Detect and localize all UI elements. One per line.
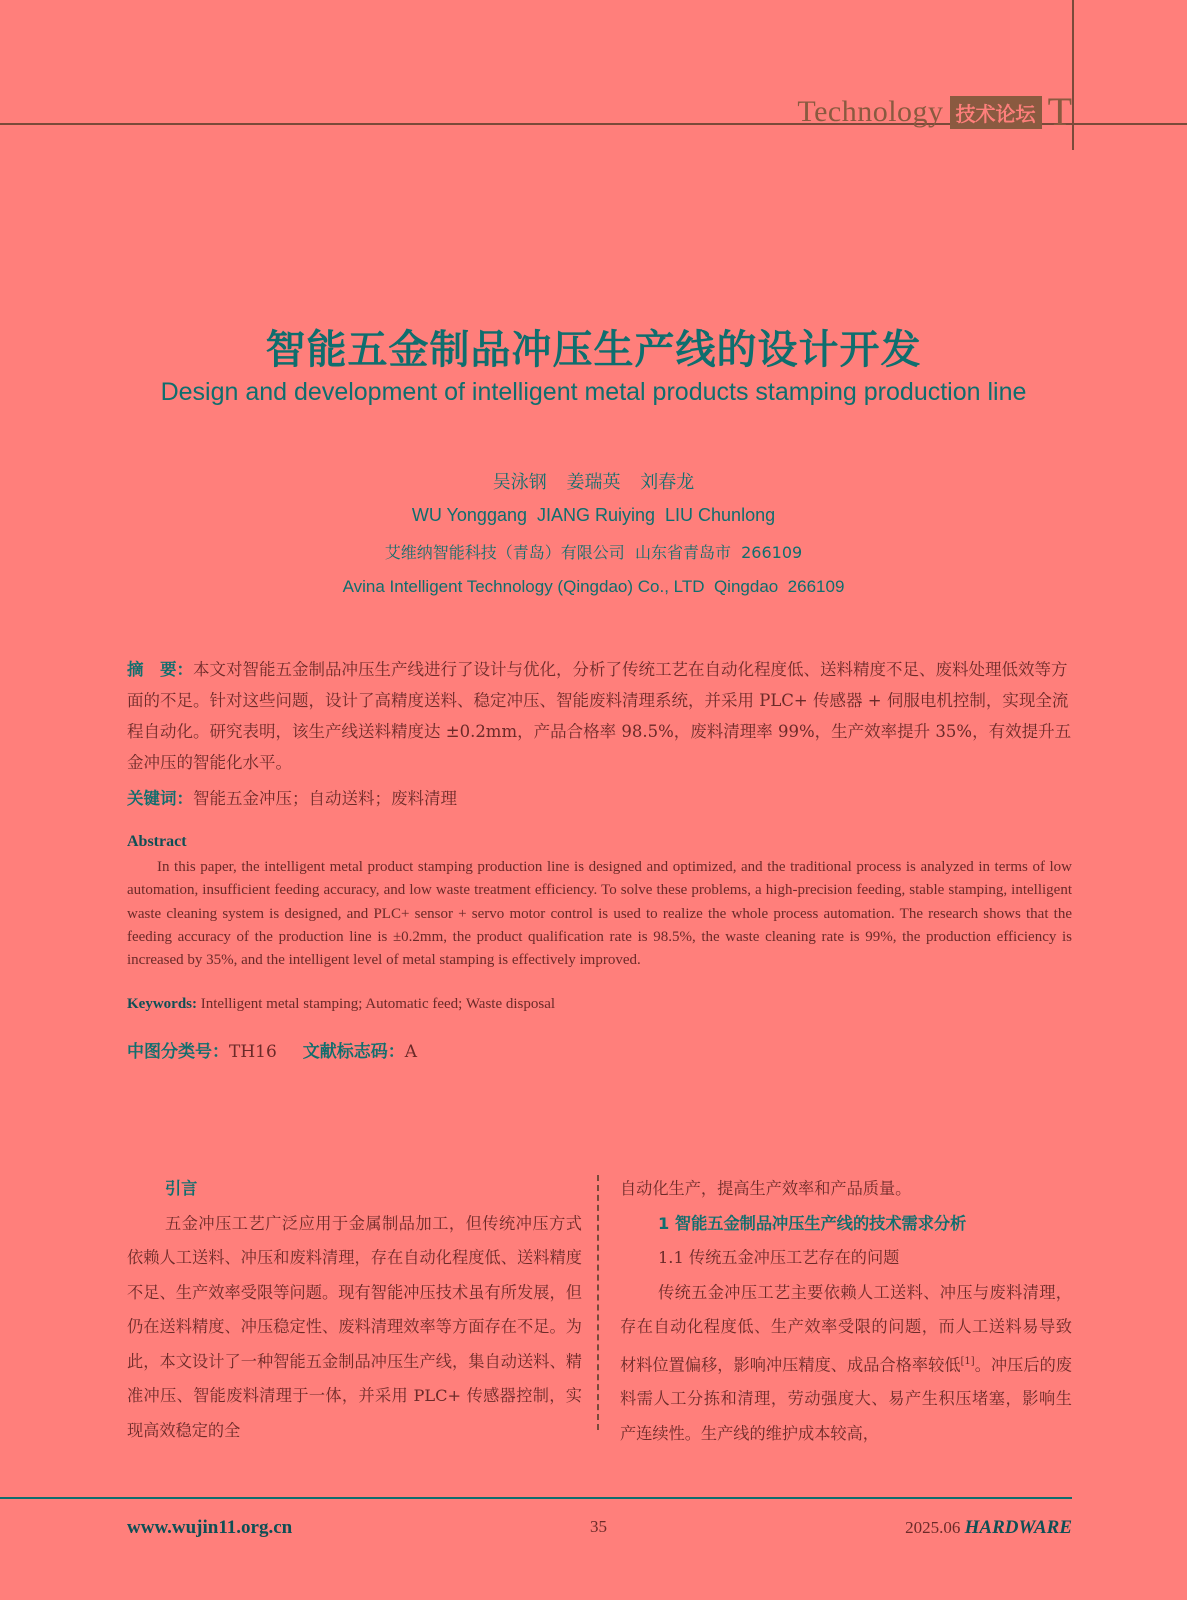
clc-label: 中图分类号： [127,1042,229,1062]
intro-paragraph: 五金冲压工艺广泛应用于金属制品加工，但传统冲压方式依赖人工送料、冲压和废料清理，存在自动化程度低、送料精度不足、生产效率受限等问题。现有智能冲压技术虽有所发展，但仍在送料精度、冲压稳定性、废料清理效率等方面存在不足。为此，本文设计了一种智能五金制品冲压生产线，集自动送料、精准冲压、智能废料清理于一体，并采用 PLC+ 传感器控制，实现高效稳定的全 [127,1213,582,1440]
section-1-1-paragraph [620,1276,1072,1452]
keywords-cn-label: 关键词： [127,789,193,808]
section-1-1-heading: 1.1 传统五金冲压工艺存在的问题 [658,1248,900,1267]
section-1-heading: 1 智能五金制品冲压生产线的技术需求分析 [658,1213,967,1233]
abstract-en-text: In this paper, the intelligent metal product stamping production line is designed and optimized, and the traditional process is analyzed in terms of low automation, insufficient feeding accuracy, and low waste treatment efficiency. To solve these problems, a high-precision feeding, stable stamping, intelligent waste cleaning system is designed, and PLC+ sensor + servo motor control is used to realize the whole process automation. The research shows that the feeding accuracy of the production line is ±0.2mm, the product qualification rate is 98.5%, the waste cleaning rate is 99%, the production efficiency is increased by 35%, and the intelligent level of metal stamping is effectively improved. [127,859,1072,969]
footer-url[interactable]: www.wujin11.org.cn [127,1517,293,1538]
abstract-en-label: Abstract [127,833,187,850]
keywords-en-text: Intelligent metal stamping; Automatic feed; Waste disposal [200,996,556,1012]
section-header [797,89,1072,134]
body-left-column [127,1172,582,1448]
page-number: 35 [590,1517,607,1536]
authors-cn: 吴泳钢 姜瑞英 刘春龙 [492,472,695,493]
doc-code-value: A [404,1042,418,1062]
classification [127,1037,417,1062]
section-1-1-text-b: 。冲压后的废料需人工分拣和清理，劳动强度大、易产生积压堵塞，影响生产连续性。生产线的维护成本较高， [620,1354,1072,1443]
citation-ref[interactable]: [1] [960,1355,975,1367]
intro-heading: 引言 [165,1179,198,1198]
section-label-en: Technology [797,95,944,128]
column-divider [597,1175,599,1430]
abstract-cn-text: 本文对智能五金制品冲压生产线进行了设计与优化，分析了传统工艺在自动化程度低、送料精度不足、废料处理低效等方面的不足。针对这些问题，设计了高精度送料、稳定冲压、智能废料清理系统，并采用 PLC+ 传感器 + 伺服电机控制，实现全流程自动化。研究表明，该生产线送料精度达 ±0.2mm，产品合格率 98.5%，废料清理率 99%，生产效率提升 35%，有效提升五金冲压的智能化水平。 [127,660,1072,772]
keywords-cn-text: 智能五金冲压；自动送料；废料清理 [193,789,457,808]
doc-code-label: 文献标志码： [302,1042,405,1062]
clc-value: TH16 [229,1042,277,1062]
authors-en: WU Yonggang JIANG Ruiying LIU Chunlong [411,505,776,525]
body-right-column [620,1172,1072,1451]
section-1-1-text-a: 传统五金冲压工艺主要依赖人工送料、冲压与废料清理，存在自动化程度低、生产效率受限的问题，而人工送料易导致材料位置偏移，影响冲压精度、成品合格率较低 [620,1282,1072,1374]
keywords-en [127,996,555,1013]
keywords-en-label: Keywords: [127,996,197,1012]
section-label-cn: 技术论坛 [950,96,1042,129]
footer-rule [0,1497,1072,1499]
affiliation-cn: 艾维纳智能科技（青岛）有限公司 山东省青岛市 266109 [384,543,803,562]
footer-issue [905,1517,1072,1539]
issue-date: 2025.06 [905,1518,961,1537]
paper-title-en: Design and development of intelligent metal products stamping production line [160,378,1027,406]
section-letter: T [1047,89,1072,134]
intro-continuation: 自动化生产，提高生产效率和产品质量。 [620,1179,912,1198]
affiliation-en: Avina Intelligent Technology (Qingdao) Co., LTD Qingdao 266109 [342,577,845,596]
paper-title-cn: 智能五金制品冲压生产线的设计开发 [265,327,922,373]
abstract-cn [127,654,1072,778]
abstract-cn-label: 摘 要： [127,660,193,679]
magazine-name: HARDWARE [964,1517,1072,1538]
header-vertical-rule [1072,0,1074,150]
keywords-cn [127,785,457,809]
